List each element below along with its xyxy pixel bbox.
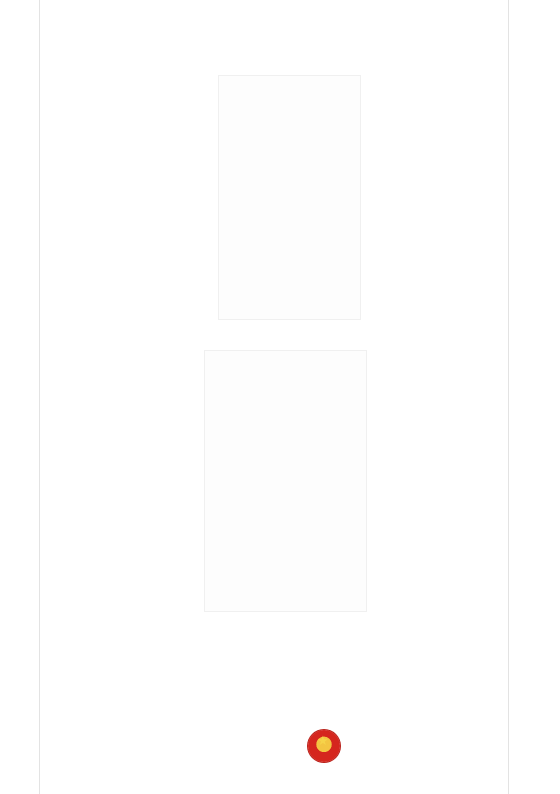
national-emblem-icon — [308, 730, 340, 762]
scanned-page-bottom — [204, 350, 367, 612]
site-watermark — [308, 726, 513, 781]
right-margin-line — [508, 0, 509, 794]
scanned-page-top — [218, 75, 361, 320]
left-margin-line — [39, 0, 40, 794]
